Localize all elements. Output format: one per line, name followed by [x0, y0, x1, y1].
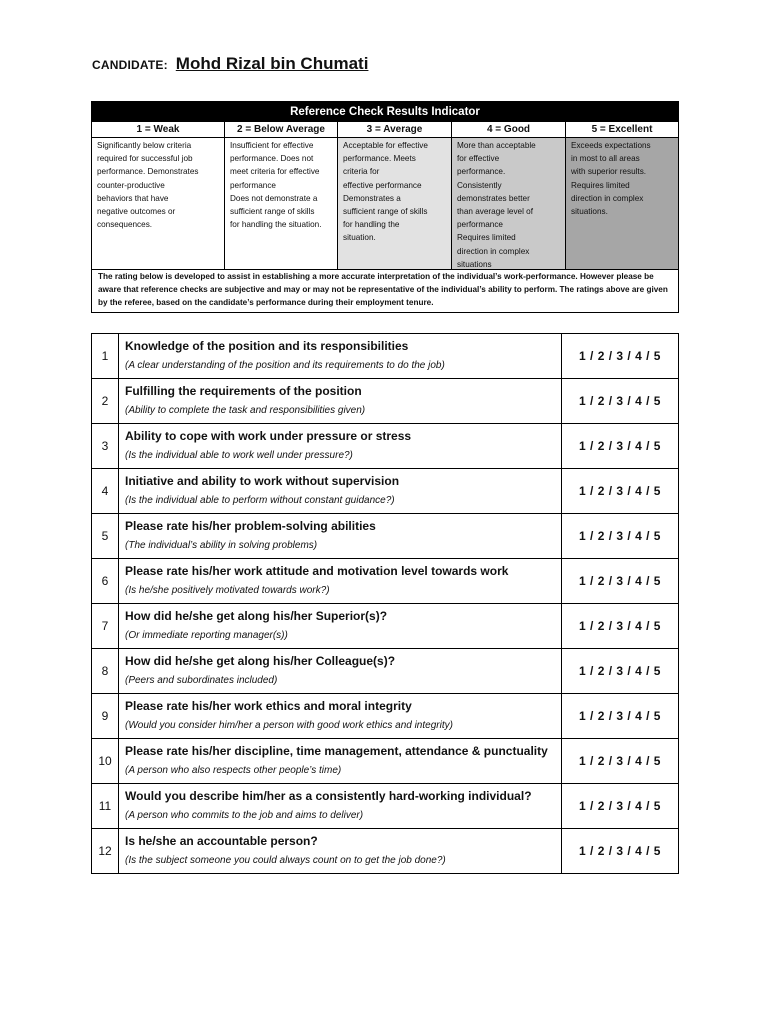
question-subtitle: (A person who also respects other people’s time)	[125, 765, 342, 776]
rating-scale[interactable]: 1 / 2 / 3 / 4 / 5	[562, 379, 679, 424]
question-title: How did he/she get along his/her Colleague(s)?	[125, 654, 396, 668]
rating-scale[interactable]: 1 / 2 / 3 / 4 / 5	[562, 334, 679, 379]
question-number: 1	[92, 334, 119, 379]
question-title: Is he/she an accountable person?	[125, 834, 318, 848]
question-subtitle: (A person who commits to the job and aims to deliver)	[125, 810, 364, 821]
question-title: Please rate his/her work ethics and moral integrity	[125, 699, 412, 713]
question-row	[92, 559, 679, 604]
question-title: Would you describe him/her as a consistently hard-working individual?	[125, 789, 532, 803]
question-subtitle: (Ability to complete the task and responsibilities given)	[125, 405, 366, 416]
question-title: Please rate his/her discipline, time management, attendance & punctuality	[125, 744, 548, 758]
question-row	[92, 424, 679, 469]
question-title: How did he/she get along his/her Superior(s)?	[125, 609, 388, 623]
question-row	[92, 379, 679, 424]
question-subtitle: (Or immediate reporting manager(s))	[125, 630, 288, 641]
question-number: 3	[92, 424, 119, 469]
question-number: 7	[92, 604, 119, 649]
level-description-average: Acceptable for effective performance. Meets criteria for effective performance Demonstrates a sufficient range of skills for handling the situation.	[338, 138, 452, 269]
question-cell	[119, 829, 562, 874]
question-number: 5	[92, 514, 119, 559]
level-description-excellent: Exceeds expectations in most to all areas with superior results. Requires limited direction in complex situations.	[566, 138, 678, 269]
question-number: 6	[92, 559, 119, 604]
question-subtitle: (Is he/she positively motivated towards work?)	[125, 585, 330, 596]
question-row	[92, 469, 679, 514]
rating-scale[interactable]: 1 / 2 / 3 / 4 / 5	[562, 829, 679, 874]
question-row	[92, 334, 679, 379]
candidate-label: CANDIDATE:	[92, 58, 168, 72]
question-subtitle: (Is the subject someone you could always count on to get the job done?)	[125, 855, 446, 866]
question-title: Please rate his/her work attitude and motivation level towards work	[125, 564, 509, 578]
question-cell	[119, 469, 562, 514]
candidate-line	[92, 54, 368, 80]
question-row	[92, 694, 679, 739]
rating-scale[interactable]: 1 / 2 / 3 / 4 / 5	[562, 694, 679, 739]
question-subtitle: (A clear understanding of the position and its requirements to do the job)	[125, 360, 445, 371]
rating-scale[interactable]: 1 / 2 / 3 / 4 / 5	[562, 604, 679, 649]
results-indicator-table	[91, 101, 679, 313]
question-number: 12	[92, 829, 119, 874]
level-heading-weak: 1 = Weak	[92, 122, 225, 138]
rating-scale[interactable]: 1 / 2 / 3 / 4 / 5	[562, 514, 679, 559]
question-title: Fulfilling the requirements of the position	[125, 384, 362, 398]
question-row	[92, 829, 679, 874]
level-heading-average: 3 = Average	[338, 122, 452, 138]
rating-scale[interactable]: 1 / 2 / 3 / 4 / 5	[562, 649, 679, 694]
question-row	[92, 739, 679, 784]
question-title: Initiative and ability to work without supervision	[125, 474, 400, 488]
question-cell	[119, 514, 562, 559]
question-title: Knowledge of the position and its responsibilities	[125, 339, 409, 353]
rating-scale[interactable]: 1 / 2 / 3 / 4 / 5	[562, 784, 679, 829]
indicator-note: The rating below is developed to assist in establishing a more accurate interpretation of the individual’s work-performance. However please be aware that reference checks are subjective and may or may not be representative of the individual’s ability to perform. The ratings above are given by the referee, based on the candidate’s performance during their employment tenure.	[92, 269, 678, 312]
level-description-good: More than acceptable for effective performance. Consistently demonstrates better than average level of performance Requires limited direction in complex situations	[452, 138, 566, 269]
rating-scale[interactable]: 1 / 2 / 3 / 4 / 5	[562, 559, 679, 604]
questions-table	[91, 333, 679, 874]
question-cell	[119, 694, 562, 739]
question-subtitle: (The individual’s ability in solving problems)	[125, 540, 318, 551]
question-title: Please rate his/her problem-solving abilities	[125, 519, 376, 533]
question-subtitle: (Is the individual able to work well under pressure?)	[125, 450, 353, 461]
question-cell	[119, 379, 562, 424]
question-cell	[119, 739, 562, 784]
question-cell	[119, 559, 562, 604]
level-heading-good: 4 = Good	[452, 122, 566, 138]
level-heading-below-average: 2 = Below Average	[225, 122, 338, 138]
question-number: 10	[92, 739, 119, 784]
question-subtitle: (Would you consider him/her a person with good work ethics and integrity)	[125, 720, 453, 731]
question-cell	[119, 784, 562, 829]
level-heading-excellent: 5 = Excellent	[566, 122, 678, 138]
question-subtitle: (Is the individual able to perform without constant guidance?)	[125, 495, 395, 506]
question-cell	[119, 604, 562, 649]
question-row	[92, 514, 679, 559]
question-number: 11	[92, 784, 119, 829]
rating-scale[interactable]: 1 / 2 / 3 / 4 / 5	[562, 424, 679, 469]
question-cell	[119, 334, 562, 379]
question-cell	[119, 424, 562, 469]
question-title: Ability to cope with work under pressure or stress	[125, 429, 412, 443]
question-cell	[119, 649, 562, 694]
question-number: 9	[92, 694, 119, 739]
indicator-grid	[92, 122, 678, 269]
question-row	[92, 604, 679, 649]
rating-scale[interactable]: 1 / 2 / 3 / 4 / 5	[562, 739, 679, 784]
level-description-below-average: Insufficient for effective performance. Does not meet criteria for effective performance Does not demonstrate a sufficient range of skills for handling the situation.	[225, 138, 338, 269]
rating-scale[interactable]: 1 / 2 / 3 / 4 / 5	[562, 469, 679, 514]
question-subtitle: (Peers and subordinates included)	[125, 675, 278, 686]
candidate-name: Mohd Rizal bin Chumati	[175, 54, 369, 73]
question-row	[92, 649, 679, 694]
level-description-weak: Significantly below criteria required for successful job performance. Demonstrates counter-productive behaviors that have negative outcomes or consequences.	[92, 138, 225, 269]
question-number: 4	[92, 469, 119, 514]
question-number: 2	[92, 379, 119, 424]
indicator-title: Reference Check Results Indicator	[92, 102, 678, 122]
question-number: 8	[92, 649, 119, 694]
question-row	[92, 784, 679, 829]
